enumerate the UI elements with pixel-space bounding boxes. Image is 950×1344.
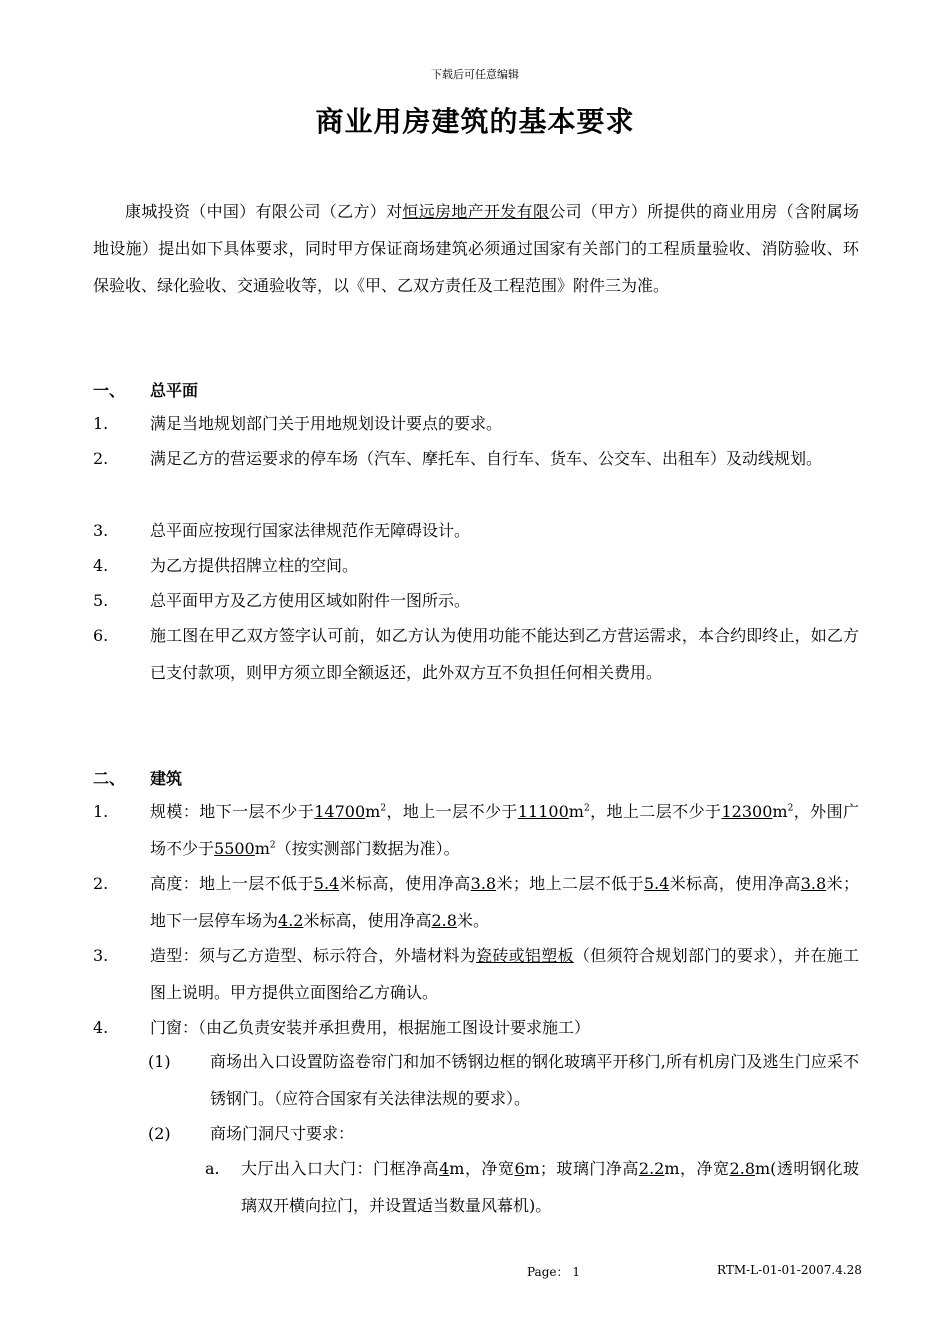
list-item: 2. 高度：地上一层不低于5.4米标高，使用净高3.8米；地上二层不低于5.4米标高，使用净高3.8米；地下一层停车场为4.2米标高，使用净高2.8米。: [93, 874, 859, 930]
section-2-heading: 二、 建筑: [93, 769, 183, 788]
header-note: 下载后可任意编辑: [431, 68, 519, 81]
list-item: 5. 总平面甲方及乙方使用区域如附件一图所示。: [93, 591, 471, 610]
section-1-heading: 一、 总平面: [93, 381, 199, 400]
footer-page-number: Page： 1: [527, 1265, 580, 1279]
sub-list-item: (1) 商场出入口设置防盗卷帘门和加不锈钢边框的钢化玻璃平开移门,所有机房门及逃生门应采不锈钢门。（应符合国家有关法律法规的要求）。: [148, 1052, 859, 1108]
list-item: 3. 总平面应按现行国家法律规范作无障碍设计。: [93, 521, 471, 540]
footer-doc-code: RTM-L-01-01-2007.4.28: [717, 1263, 862, 1277]
list-item: 6. 施工图在甲乙双方签字认可前，如乙方认为使用功能不能达到乙方营运需求，本合约即终止，如乙方已支付款项，则甲方须立即全额返还，此外双方互不负担任何相关费用。: [93, 626, 859, 682]
list-item: 1. 满足当地规划部门关于用地规划设计要点的要求。: [93, 414, 503, 433]
intro-paragraph: 康城投资（中国）有限公司（乙方）对恒远房地产开发有限公司（甲方）所提供的商业用房（含附属场地设施）提出如下具体要求，同时甲方保证商场建筑必须通过国家有关部门的工程质量验收、消防验收、环保验收、绿化验收、交通验收等，以《甲、乙双方责任及工程范围》附件三为准。: [93, 202, 859, 295]
sub-sub-list-item: a. 大厅出入口大门：门框净高4m，净宽6m；玻璃门净高2.2m，净宽2.8m(透明钢化玻璃双开横向拉门，并设置适当数量风幕机)。: [205, 1159, 859, 1215]
document-title: 商业用房建筑的基本要求: [315, 105, 635, 138]
list-item: 3. 造型：须与乙方造型、标示符合，外墙材料为瓷砖或铝塑板（但须符合规划部门的要求），并在施工图上说明。甲方提供立面图给乙方确认。: [93, 946, 859, 1002]
list-item: 4. 门窗：（由乙负责安装并承担费用，根据施工图设计要求施工）: [93, 1018, 591, 1037]
list-item: 1. 规模：地下一层不少于$14700m^2$，地上一层不少于$11100m^2$，地上二层不少于$12300m^2$，外围广场不少于$5500m^2$（按实测部门数据为准）。: [93, 802, 859, 858]
list-item: 4. 为乙方提供招牌立柱的空间。: [93, 556, 359, 575]
sub-list-item: (2) 商场门洞尺寸要求：: [148, 1124, 355, 1143]
list-item: 2. 满足乙方的营运要求的停车场（汽车、摩托车、自行车、货车、公交车、出租车）及动线规划。: [93, 449, 823, 468]
company-name: 恒远房地产开发有限: [402, 202, 550, 221]
